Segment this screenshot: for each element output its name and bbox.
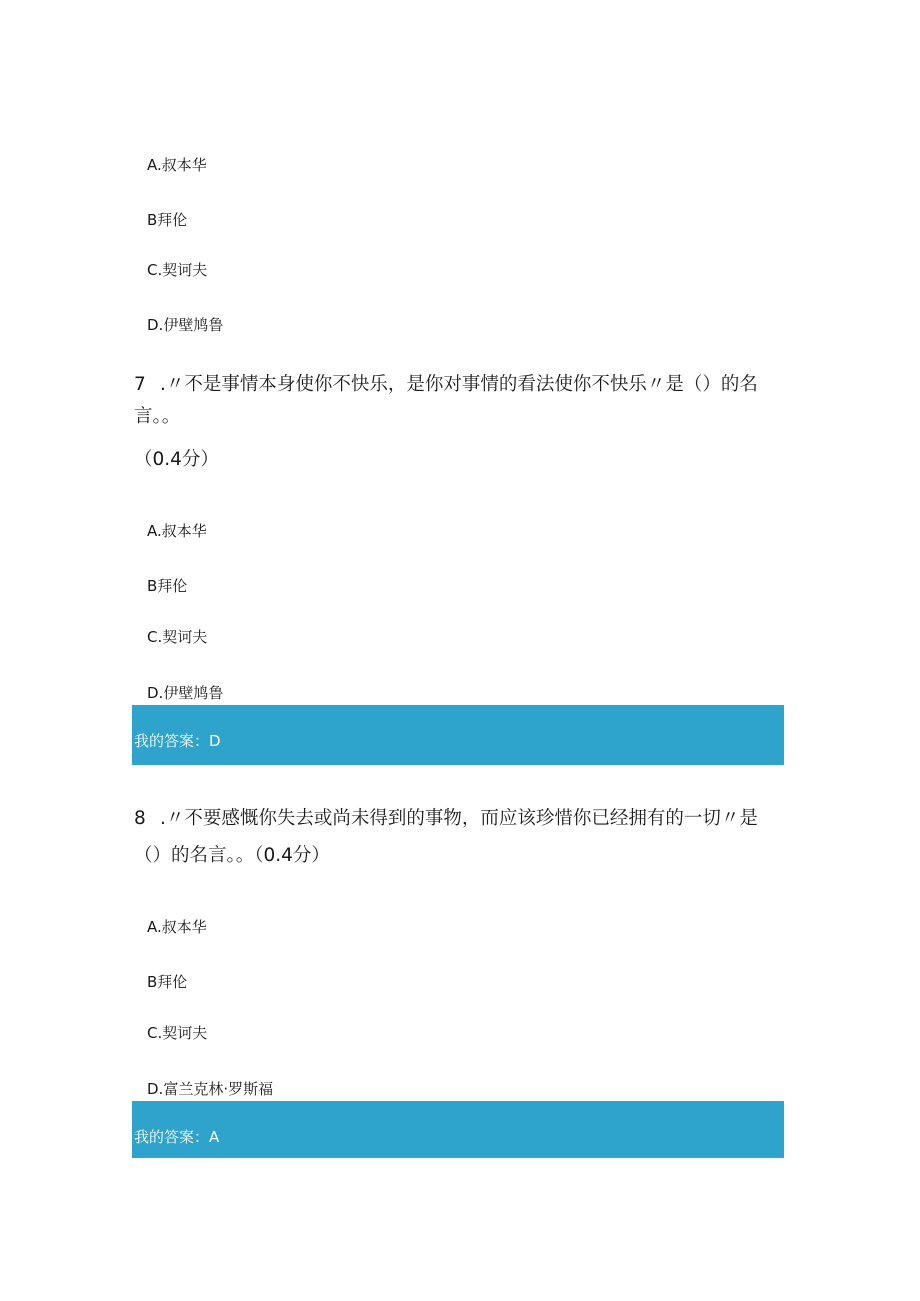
question-text-line2: （）的名言。。（0.4分） [134,845,330,866]
question-score: （0.4分） [134,449,219,470]
option-b[interactable]: B拜伦 [147,211,188,229]
question-text-line1: .〃不要感慨你失去或尚未得到的事物，而应该珍惜你已经拥有的一切〃是 [160,808,758,829]
option-d[interactable]: D.富兰克林·罗斯福 [147,1080,274,1098]
option-b[interactable]: B拜伦 [147,577,188,595]
my-answer: 我的答案：A [134,1128,220,1146]
question-number: 8 [134,808,146,829]
question-text [134,372,758,398]
option-b[interactable]: B拜伦 [147,973,188,991]
question-number: 7 [134,374,146,395]
answer-bar [132,705,784,765]
question-text-line1: .〃不是事情本身使你不快乐，是你对事情的看法使你不快乐〃是（）的名 [160,374,758,395]
option-c[interactable]: C.契诃夫 [147,261,208,279]
option-d[interactable]: D.伊壁鸠鲁 [147,684,224,702]
my-answer: 我的答案：D [134,732,221,750]
option-c[interactable]: C.契诃夫 [147,1024,208,1042]
option-a[interactable]: A.叔本华 [147,522,207,540]
option-a[interactable]: A.叔本华 [147,156,207,174]
option-d[interactable]: D.伊壁鸠鲁 [147,316,224,334]
option-c[interactable]: C.契诃夫 [147,628,208,646]
question-text-line2: 言。。 [134,406,181,427]
answer-bar [132,1101,784,1158]
option-a[interactable]: A.叔本华 [147,918,207,936]
question-text [134,806,758,832]
